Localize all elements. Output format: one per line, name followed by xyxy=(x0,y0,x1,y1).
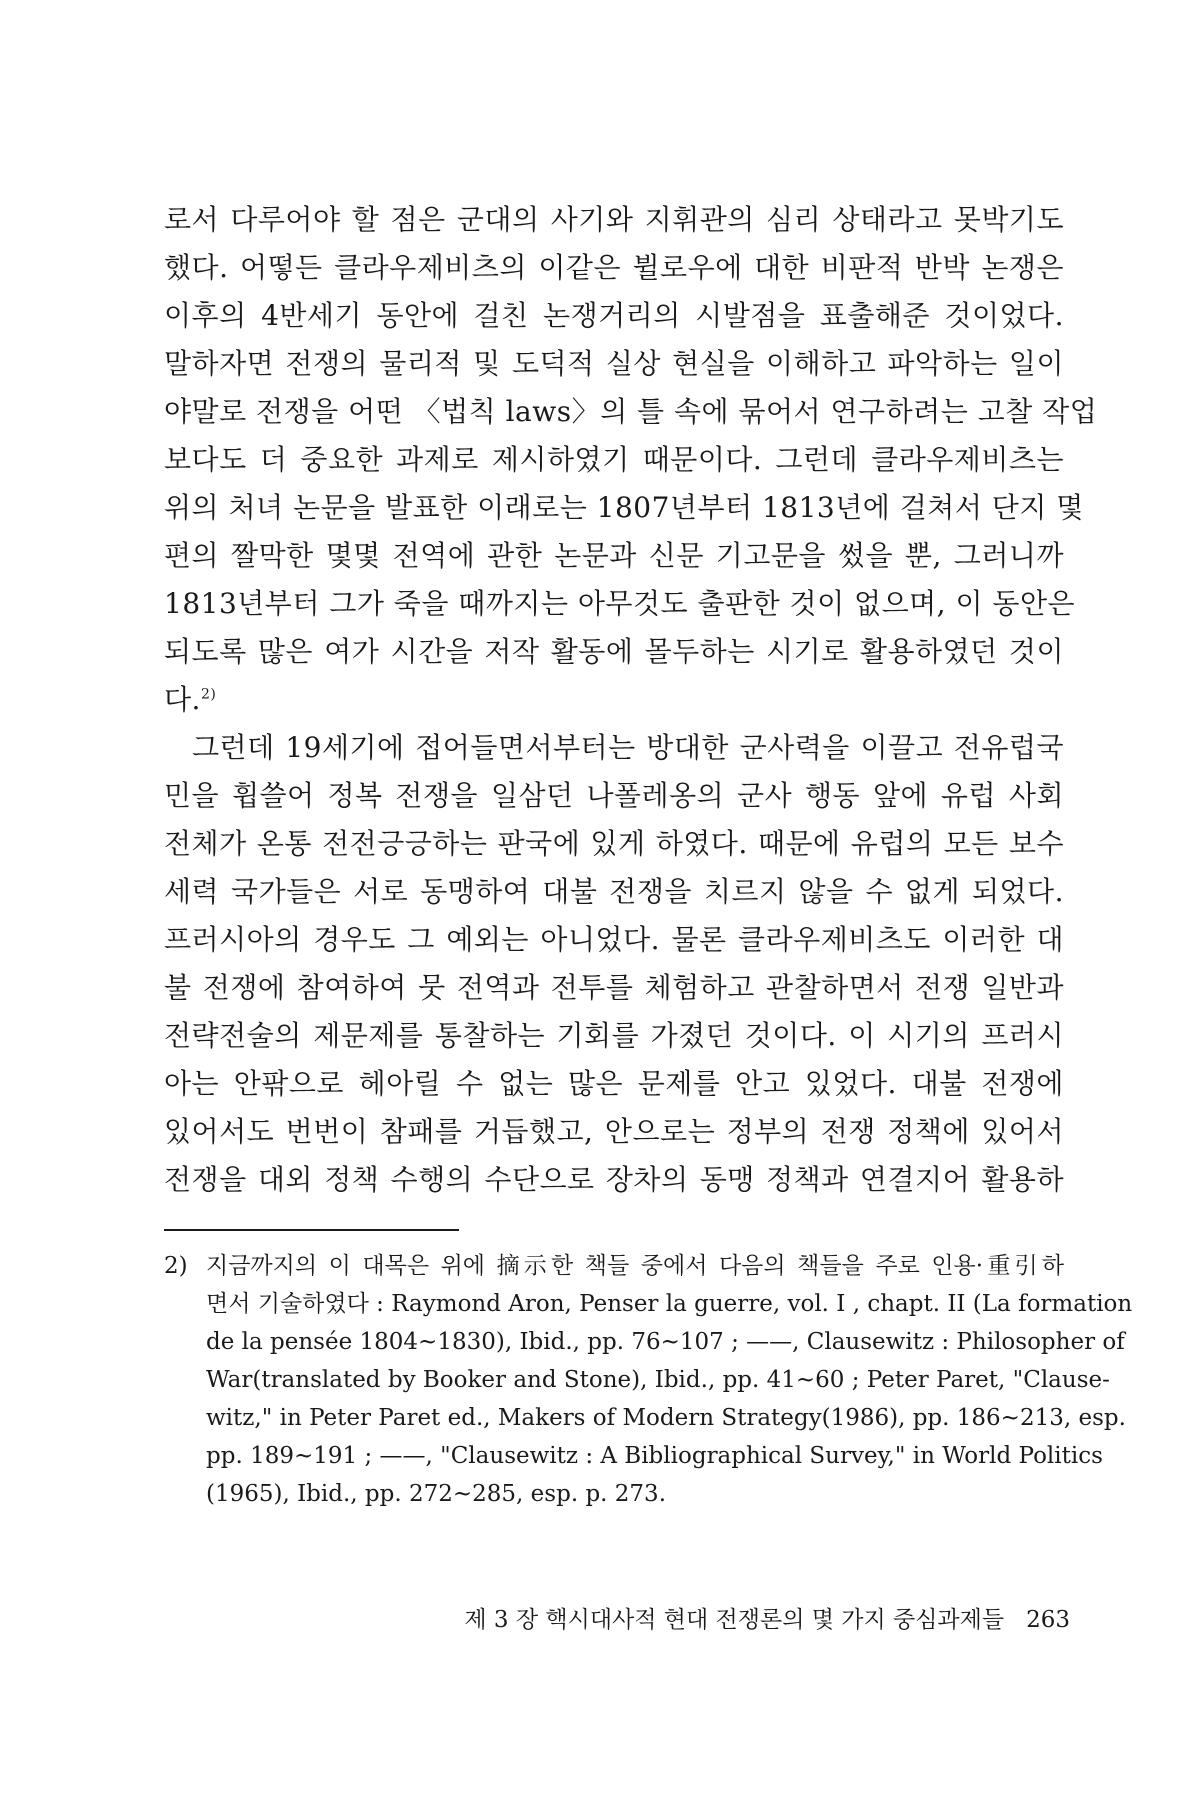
footnote-line: witz," in Peter Paret ed., Makers of Modern Strategy(1986), pp. 186~213, esp. xyxy=(206,1405,1126,1431)
text-line: 전략전술의 제문제를 통찰하는 기회를 가졌던 것이다. 이 시기의 프러시 xyxy=(164,1019,1064,1052)
text-line: 말하자면 전쟁의 물리적 및 도덕적 실상 현실을 이해하고 파악하는 일이 xyxy=(164,347,1064,380)
footnote xyxy=(164,1247,1133,1513)
footnote-line: (1965), Ibid., pp. 272~285, esp. p. 273. xyxy=(206,1481,666,1507)
text-line: 전쟁을 대외 정책 수행의 수단으로 장차의 동맹 정책과 연결지어 활용하 xyxy=(164,1163,1064,1196)
footnote-line xyxy=(164,1247,1064,1285)
paragraph-end-text: 다. xyxy=(164,683,201,716)
body-text xyxy=(164,196,1098,1204)
footnote-line: War(translated by Booker and Stone), Ibid., pp. 41~60 ; Peter Paret, "Clause- xyxy=(206,1367,1110,1393)
text-line: 야말로 전쟁을 어떤 〈법칙 laws〉의 틀 속에 묶어서 연구하려는 고찰 작업 xyxy=(164,395,1098,428)
text-line: 이후의 4반세기 동안에 걸친 논쟁거리의 시발점을 표출해준 것이었다. xyxy=(164,299,1064,332)
text-line: 로서 다루어야 할 점은 군대의 사기와 지휘관의 심리 상태라고 못박기도 xyxy=(164,203,1064,236)
text-line: 불 전쟁에 참여하여 뭇 전역과 전투를 체험하고 관찰하면서 전쟁 일반과 xyxy=(164,971,1064,1004)
footnote-text: 지금까지의 이 대목은 위에 摘示한 책들 중에서 다음의 책들을 주로 인용·重引하 xyxy=(206,1253,1064,1279)
footnote-line: pp. 189~191 ; ——, "Clausewitz : A Bibliographical Survey," in World Politics xyxy=(206,1443,1103,1469)
text-line: 위의 처녀 논문을 발표한 이래로는 1807년부터 1813년에 걸쳐서 단지 몇 xyxy=(164,491,1084,524)
paragraph-first-line: 그런데 19세기에 접어들면서부터는 방대한 군사력을 이끌고 전유럽국 xyxy=(192,731,1064,764)
text-line: 프러시아의 경우도 그 예외는 아니었다. 물론 클라우제비츠도 이러한 대 xyxy=(164,923,1064,956)
text-line: 1813년부터 그가 죽을 때까지는 아무것도 출판한 것이 없으며, 이 동안은 xyxy=(164,587,1076,620)
page-number: 263 xyxy=(1026,1607,1070,1633)
paragraph-end-line xyxy=(164,676,1064,724)
text-line: 민을 휩쓸어 정복 전쟁을 일삼던 나폴레옹의 군사 행동 앞에 유럽 사회 xyxy=(164,779,1064,812)
text-line: 세력 국가들은 서로 동맹하여 대불 전쟁을 치르지 않을 수 없게 되었다. xyxy=(164,875,1064,908)
text-line: 되도록 많은 여가 시간을 저작 활동에 몰두하는 시기로 활용하였던 것이 xyxy=(164,635,1064,668)
text-line: 있어서도 번번이 참패를 거듭했고, 안으로는 정부의 전쟁 정책에 있어서 xyxy=(164,1115,1064,1148)
footnote-line: de la pensée 1804~1830), Ibid., pp. 76~107 ; ——, Clausewitz : Philosopher of xyxy=(206,1329,1125,1355)
text-line: 전체가 온통 전전긍긍하는 판국에 있게 하였다. 때문에 유럽의 모든 보수 xyxy=(164,827,1064,860)
text-line: 했다. 어떻든 클라우제비츠의 이같은 뷜로우에 대한 비판적 반박 논쟁은 xyxy=(164,251,1064,284)
text-line: 아는 안팎으로 헤아릴 수 없는 많은 문제를 안고 있었다. 대불 전쟁에 xyxy=(164,1067,1064,1100)
text-line: 보다도 더 중요한 과제로 제시하였기 때문이다. 그런데 클라우제비츠는 xyxy=(164,443,1064,476)
footnote-line: 면서 기술하였다 : Raymond Aron, Penser la guerre, vol. I , chapt. II (La formation xyxy=(206,1291,1133,1317)
text-line: 편의 짤막한 몇몇 전역에 관한 논문과 신문 기고문을 썼을 뿐, 그러니까 xyxy=(164,539,1064,572)
running-footer xyxy=(380,1600,1070,1640)
chapter-title: 제 3 장 핵시대사적 현대 전쟁론의 몇 가지 중심과제들 xyxy=(464,1607,1005,1633)
footnote-divider xyxy=(164,1229,459,1231)
footnote-marker: 2) xyxy=(200,686,217,703)
footnote-number: 2) xyxy=(164,1253,188,1279)
